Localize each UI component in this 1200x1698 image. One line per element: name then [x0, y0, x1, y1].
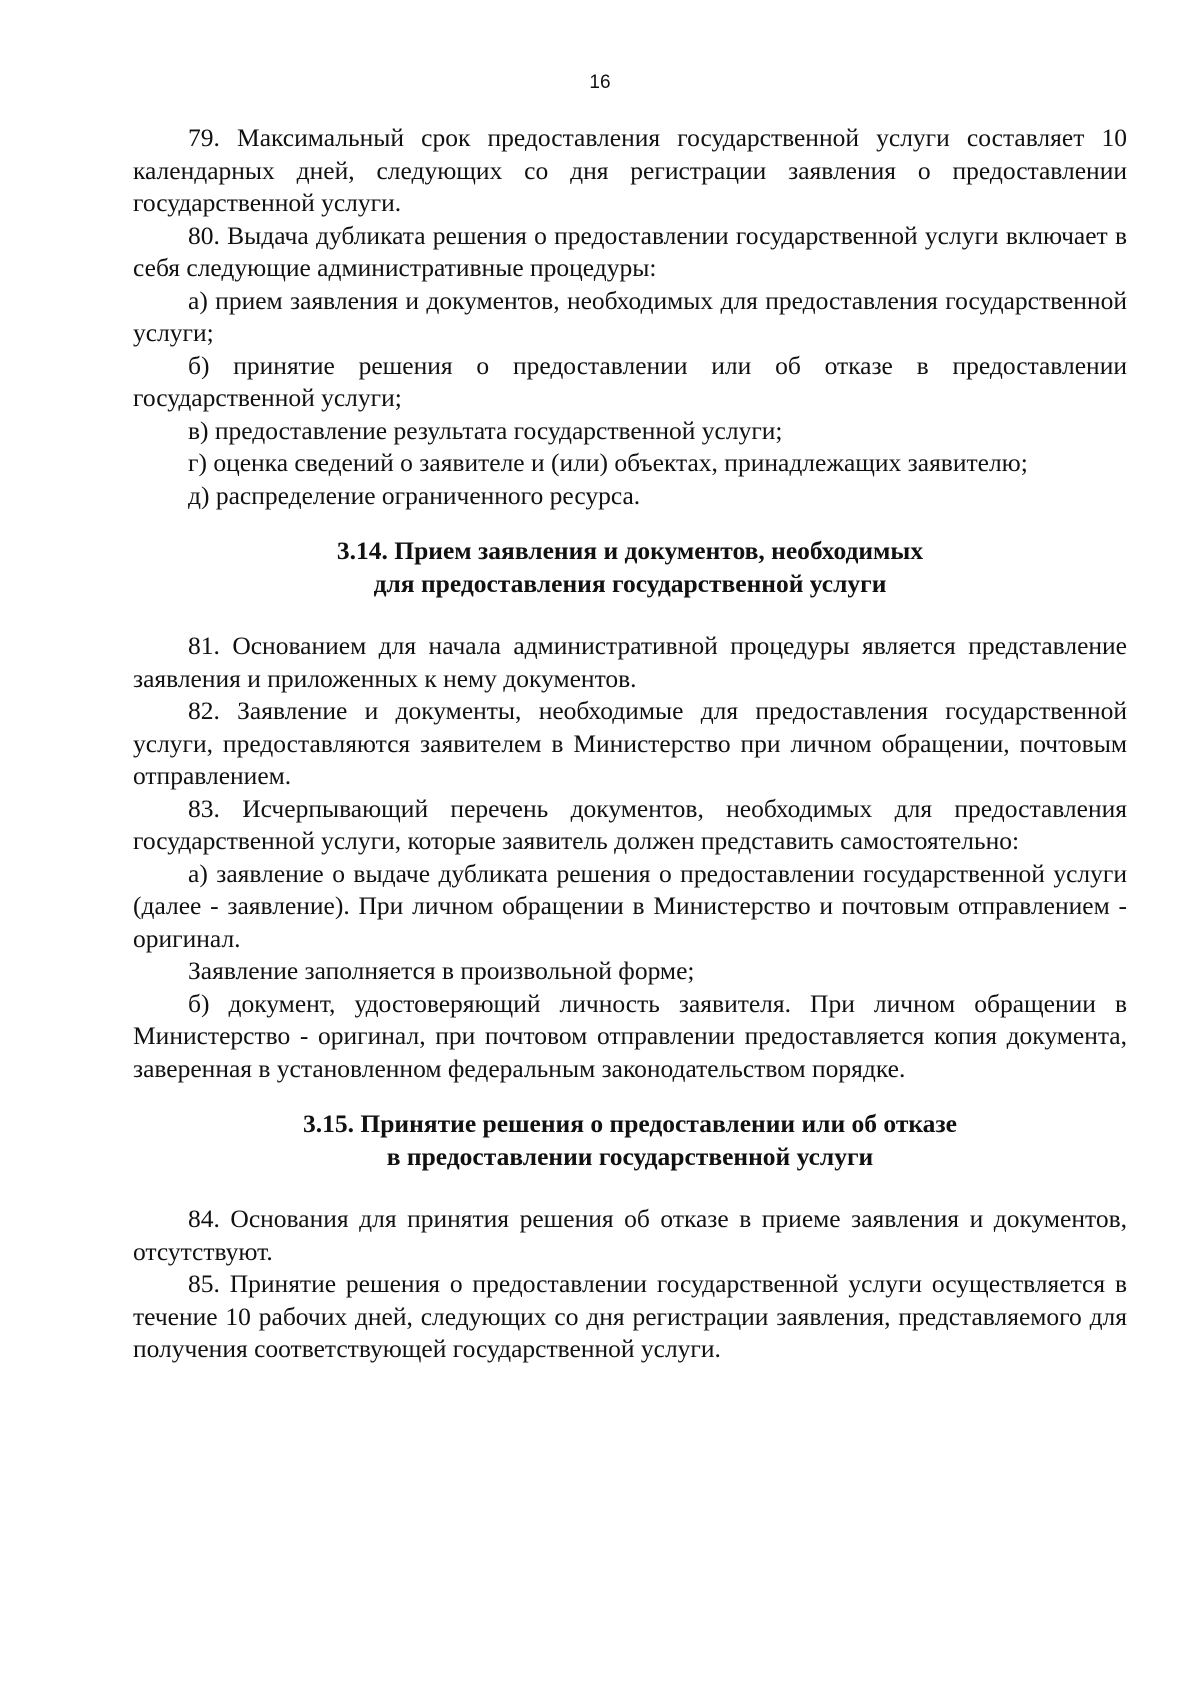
document-body — [133, 122, 1127, 1366]
list-item-a: а) заявление о выдаче дубликата решения о предоставлении государственной услуги (далее - заявление). При личном обращении в Министерство и почтовым отправлением - оригинал. — [133, 858, 1127, 953]
paragraph-80: 80. Выдача дубликата решения о предоставлении государственной услуги включает в себя следующие административные процедуры: — [133, 220, 1127, 282]
section-heading-3-15 — [133, 1107, 1127, 1173]
paragraph-81: 81. Основанием для начала административной процедуры является представление заявления и приложенных к нему документов. — [133, 631, 1127, 693]
paragraph-85: 85. Принятие решения о предоставлении государственной услуги осуществляется в течение 10 рабочих дней, следующих со дня регистрации заявления, представляемого для получения соответствующей государственной услуги. — [133, 1269, 1127, 1363]
list-item-b: б) документ, удостоверяющий личность заявителя. При личном обращении в Министерство - оригинал, при почтовом отправлении предоставляется копия документа, заверенная в установленном федеральным законодательством порядке. — [133, 988, 1127, 1083]
section-title-line: для предоставления государственной услуги — [373, 569, 887, 598]
list-item-b: б) принятие решения о предоставлении или об отказе в предоставлении государственной услуги; — [133, 350, 1127, 412]
paragraph-79: 79. Максимальный срок предоставления государственной услуги составляет 10 календарных дней, следующих со дня регистрации заявления о предоставлении государственной услуги. — [133, 123, 1127, 217]
list-item-v: в) предоставление результата государственной услуги; — [188, 415, 783, 445]
paragraph-82: 82. Заявление и документы, необходимые для предоставления государственной услуги, предоставляются заявителем в Министерство при личном обращении, почтовым отправлением. — [133, 696, 1127, 790]
section-title-line: 3.15. Принятие решения о предоставлении или об отказе — [303, 1109, 957, 1138]
paragraph-note: Заявление заполняется в произвольной форме; — [188, 956, 695, 985]
section-title-line: 3.14. Прием заявления и документов, необходимых — [336, 536, 924, 565]
section-heading-3-14 — [133, 534, 1127, 600]
list-item-g: г) оценка сведений о заявителе и (или) объектах, принадлежащих заявителю; — [188, 448, 1028, 477]
list-item-d: д) распределение ограниченного ресурса. — [188, 480, 641, 510]
paragraph-84: 84. Основания для принятия решения об отказе в приеме заявления и документов, отсутствуют. — [133, 1204, 1127, 1266]
paragraph-83: 83. Исчерпывающий перечень документов, необходимых для предоставления государственной услуги, которые заявитель должен представить самостоятельно: — [133, 793, 1127, 855]
page-number: 16 — [589, 72, 611, 93]
section-title-line: в предоставлении государственной услуги — [386, 1142, 874, 1171]
list-item-a: а) прием заявления и документов, необходимых для предоставления государственной услуги; — [133, 285, 1127, 347]
